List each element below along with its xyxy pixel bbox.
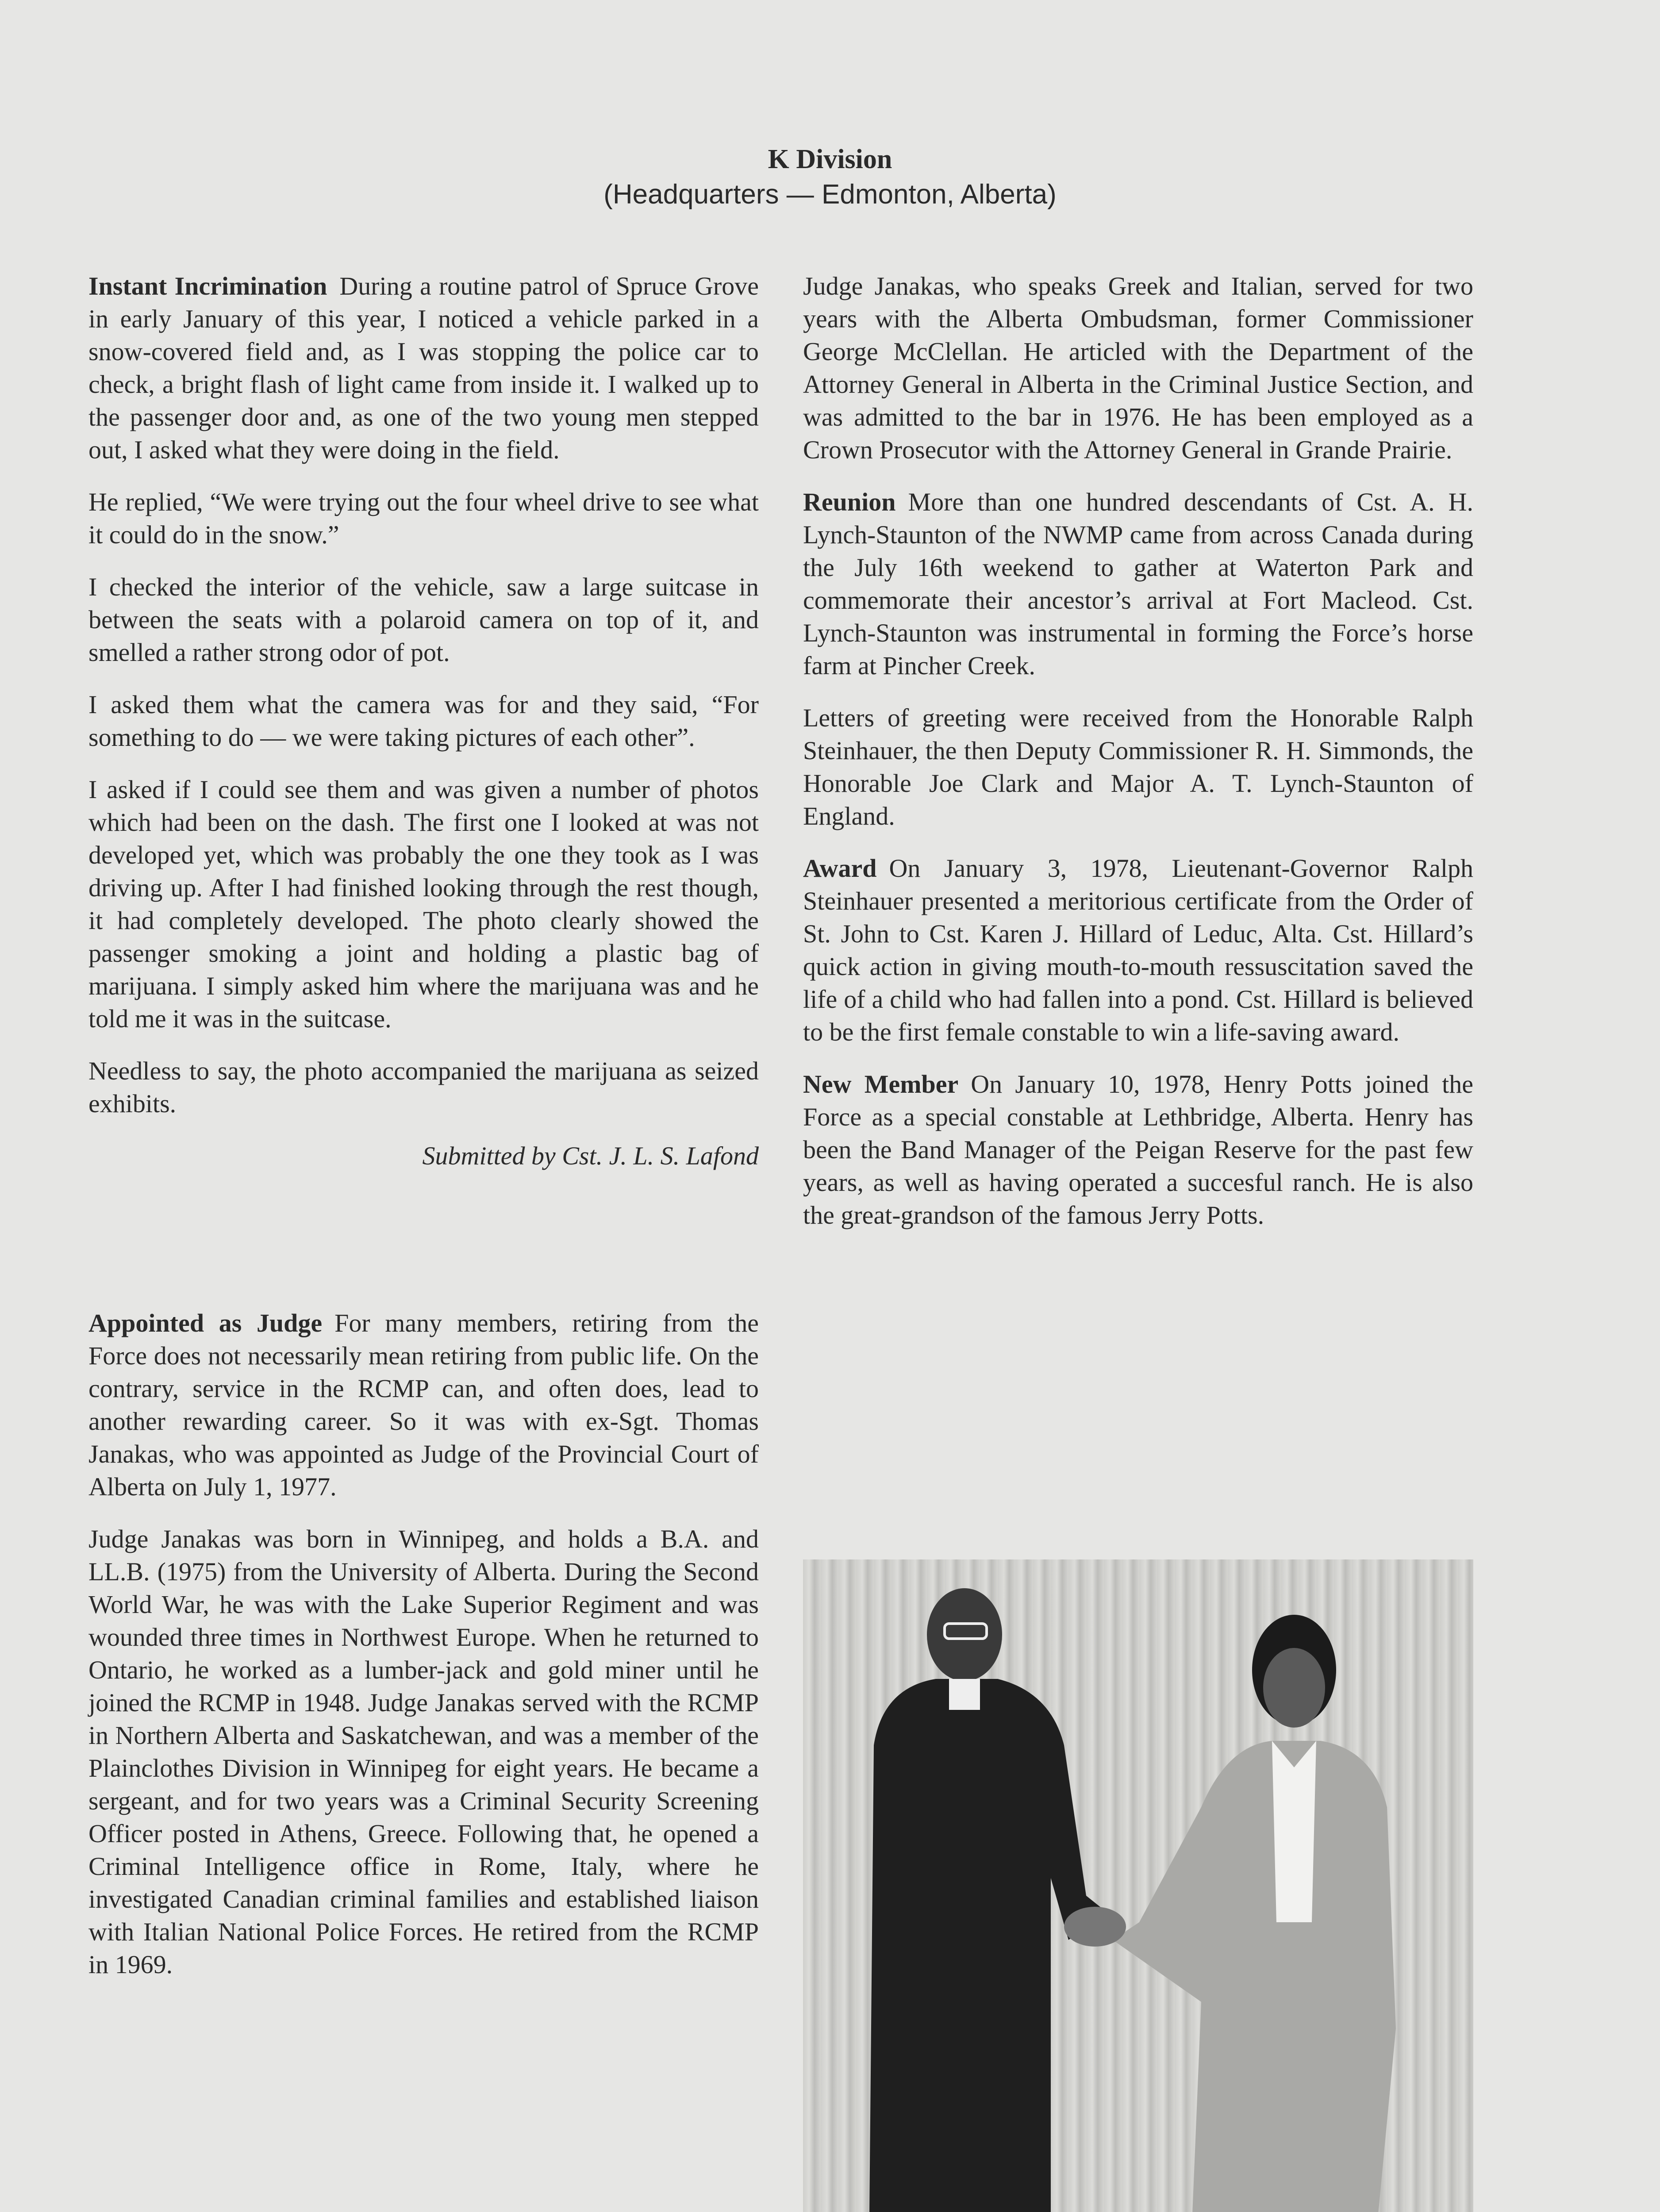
article-heading-reunion: Reunion — [803, 488, 896, 516]
division-title: K Division — [768, 144, 892, 174]
headquarters-subtitle: (Headquarters — Edmonton, Alberta) — [603, 179, 1057, 210]
article-instant-p5: I asked if I could see them and was given a number of photos which had been on the dash. The first one I looked at was not developed yet, which was probably the one they took as I was driving up. After I had finished looking through the rest though, it had completely developed. The photo clearly showed the passenger smoking a joint and holding a plastic bag of marijuana. I simply asked him where the marijuana was and he told me it was in the suitcase. — [88, 775, 759, 1033]
civilian-face — [1263, 1648, 1325, 1728]
article-judge-continued: Judge Janakas, who speaks Greek and Italian, served for two years with the Alberta Ombudsman, former Commissioner George McClellan. He articled with the Department of the Attorney General in Alberta in the Criminal Justice Section, and was admitted to the bar in 1976. He has been employed as a Crown Prosecutor with the Attorney General in Grande Prairie. — [803, 272, 1473, 464]
article-judge-p1: Appointed as Judge For many members, retiring from the Force does not necessarily mean retiring from public life. On the contrary, service in the RCMP can, and often does, lead to another rewarding career. So it was with ex-Sgt. Thomas Janakas, who was appointed as Judge of the Provincial Court of Alberta on July 1, 1977. — [88, 1309, 759, 1501]
handshake — [1064, 1907, 1126, 1947]
column-spacer — [88, 1192, 759, 1307]
civilian-shirt — [1272, 1741, 1316, 1922]
handshake-photo — [803, 1559, 1473, 2212]
left-column — [88, 270, 759, 2001]
page-header — [0, 142, 1660, 212]
officer-uniform — [869, 1679, 1108, 2212]
right-column — [803, 270, 1473, 1251]
civilian-jacket — [1113, 1741, 1396, 2212]
article-heading-award: Award — [803, 854, 877, 883]
article-instant-p4: I asked them what the camera was for and they said, “For something to do — we were taking pictures of each other”. — [88, 690, 759, 752]
article-new-member-p1: New Member On January 10, 1978, Henry Potts joined the Force as a special constable at Lethbridge, Alberta. Henry has been the Band Manager of the Peigan Reserve for the past few years, as well as having operated a succesful ranch. He is also the great-grandson of the famous Jerry Potts. — [803, 1070, 1473, 1229]
photo-illustration — [803, 1559, 1473, 2212]
article-instant-p2: He replied, “We were trying out the four wheel drive to see what it could do in the snow.” — [88, 488, 759, 549]
article-reunion-p2: Letters of greeting were received from the Honorable Ralph Steinhauer, the then Deputy Commissioner R. H. Simmonds, the Honorable Joe Clark and Major A. T. Lynch-Staunton of England. — [803, 703, 1473, 830]
article-instant-p3: I checked the interior of the vehicle, saw a large suitcase in between the seats with a polaroid camera on top of it, and smelled a rather strong odor of pot. — [88, 572, 759, 667]
article-heading-judge: Appointed as Judge — [88, 1309, 323, 1337]
article-signature: Submitted by Cst. J. L. S. Lafond — [422, 1141, 759, 1170]
article-instant-p6: Needless to say, the photo accompanied the marijuana as seized exhibits. — [88, 1056, 759, 1118]
officer-head — [927, 1588, 1002, 1681]
article-instant-p1: Instant Incrimination During a routine patrol of Spruce Grove in early January of this year, I noticed a vehicle parked in a snow-covered field and, as I was stopping the police car to check, a bright flash of light came from inside it. I walked up to the passenger door and, as one of the two young men stepped out, I asked what they were doing in the field. — [88, 272, 759, 464]
article-judge-p2: Judge Janakas was born in Winnipeg, and holds a B.A. and LL.B. (1975) from the University of Alberta. During the Second World War, he was with the Lake Superior Regiment and was wounded three times in Northwest Europe. When he returned to Ontario, he worked as a lumber-jack and gold miner until he joined the RCMP in 1948. Judge Janakas served with the RCMP in Northern Alberta and Saskatchewan, and was a member of the Plainclothes Division in Winnipeg for eight years. He became a sergeant, and for two years was a Criminal Security Screening Officer posted in Athens, Greece. Following that, he opened a Criminal Intelligence office in Rome, Italy, where he investigated Canadian criminal families and established liaison with Italian National Police Forces. He retired from the RCMP in 1969. — [88, 1525, 759, 1979]
article-heading-instant: Instant Incrimination — [88, 272, 327, 300]
article-heading-new-member: New Member — [803, 1070, 959, 1098]
officer-collar — [949, 1679, 980, 1710]
article-reunion-p1: Reunion More than one hundred descendants of Cst. A. H. Lynch-Staunton of the NWMP came from across Canada during the July 16th weekend to gather at Waterton Park and commemorate their ancestor’s arrival at Fort Macleod. Cst. Lynch-Staunton was instrumental in forming the Force’s horse farm at Pincher Creek. — [803, 488, 1473, 680]
article-award-p1: Award On January 3, 1978, Lieutenant-Governor Ralph Steinhauer presented a meritorious certificate from the Order of St. John to Cst. Karen J. Hillard of Leduc, Alta. Cst. Hillard’s quick action in giving mouth-to-mouth ressuscitation saved the life of a child who had fallen into a pond. Cst. Hillard is believed to be the first female constable to win a life-saving award. — [803, 854, 1473, 1046]
